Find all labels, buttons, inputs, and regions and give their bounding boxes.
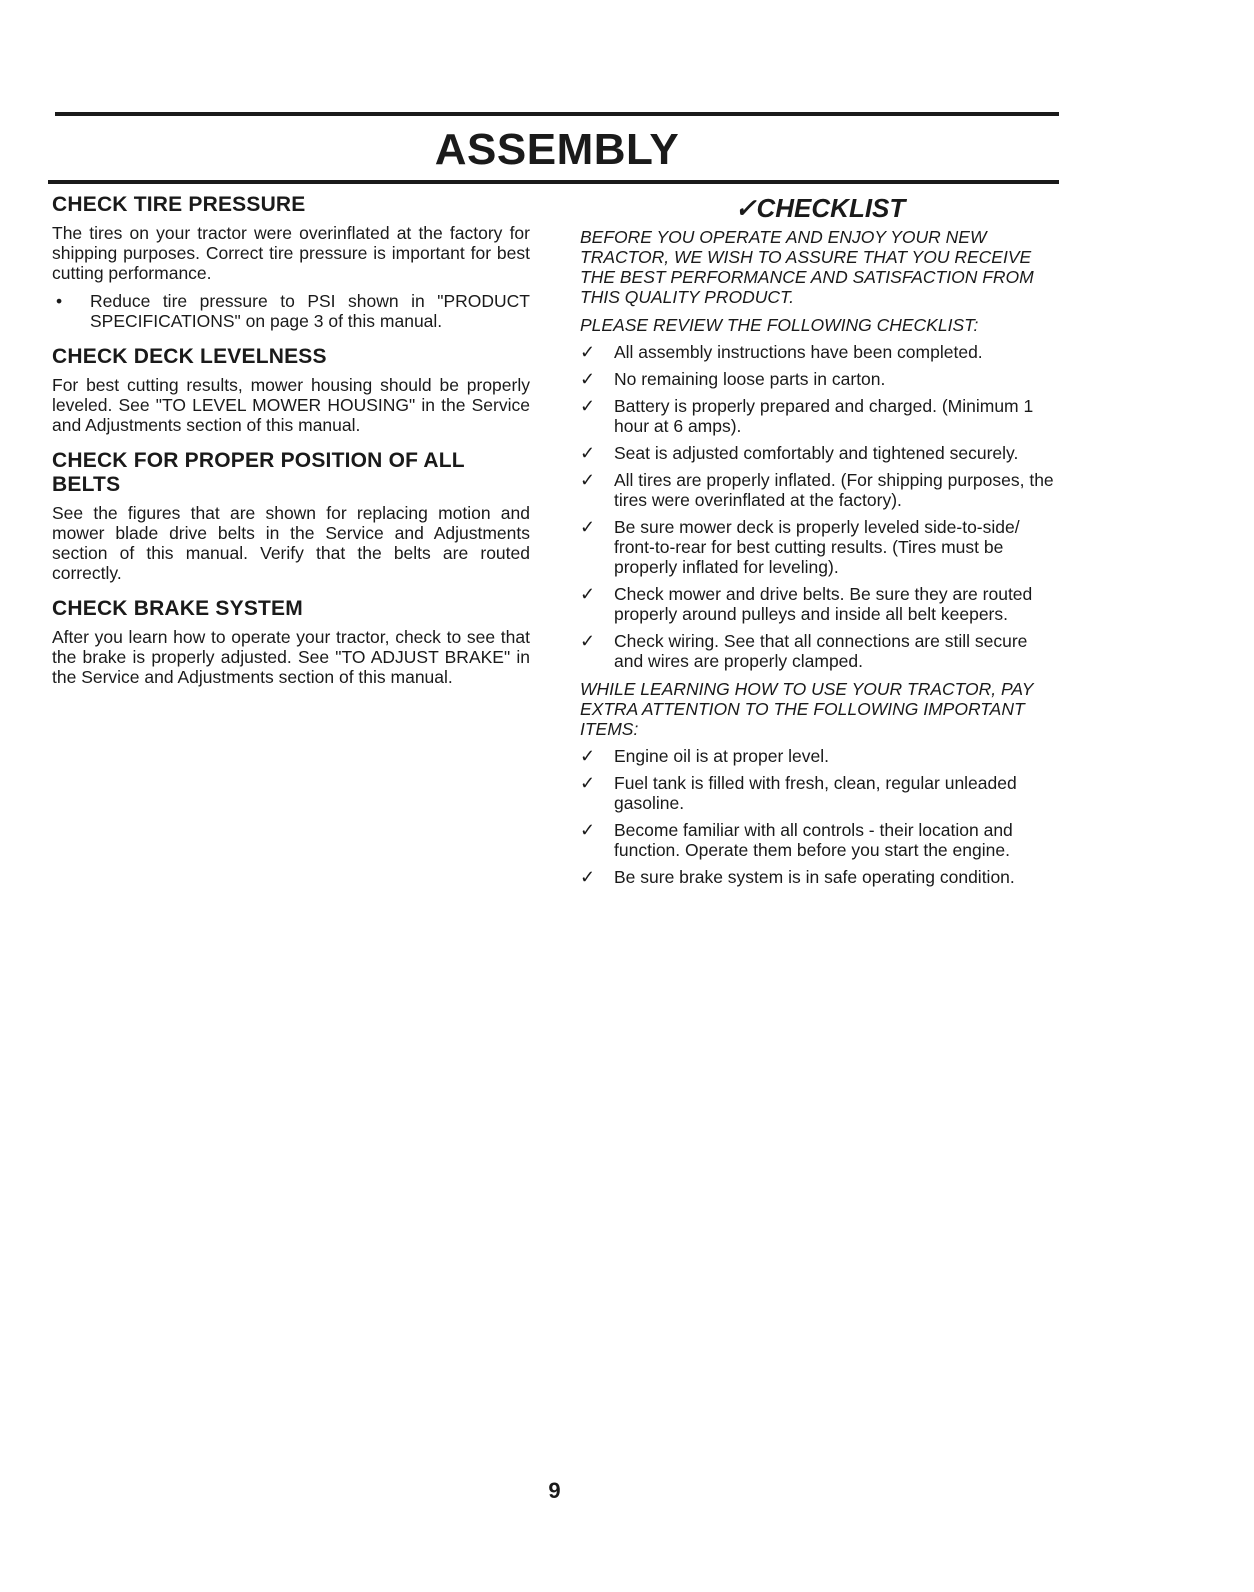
checklist-item-text: Fuel tank is filled with fresh, clean, regular unleaded gasoline. bbox=[614, 773, 1017, 813]
section-heading: CHECK TIRE PRESSURE bbox=[52, 193, 306, 216]
page-title: ASSEMBLY bbox=[434, 125, 680, 174]
bullet-item bbox=[52, 291, 530, 331]
left-column bbox=[52, 193, 530, 701]
check-mark-icon: ✓ bbox=[580, 342, 596, 362]
section-body: After you learn how to operate your tractor, check to see that the brake is properly adjusted. See "TO ADJUST BRAKE" in the Service and Adjustments section of this manual. bbox=[52, 627, 530, 687]
section-heading: CHECK BRAKE SYSTEM bbox=[52, 597, 303, 620]
section-brake bbox=[52, 597, 530, 687]
page-number: 9 bbox=[548, 1478, 561, 1503]
checklist-items bbox=[580, 342, 1060, 671]
section-deck-levelness bbox=[52, 345, 530, 435]
checklist-item-text: Seat is adjusted comfortably and tightened securely. bbox=[614, 443, 1019, 463]
check-mark-icon: ✓ bbox=[580, 443, 596, 463]
checklist-while-label: WHILE LEARNING HOW TO USE YOUR TRACTOR, PAY EXTRA ATTENTION TO THE FOLLOWING IMPORTANT ITEMS: bbox=[580, 679, 1034, 739]
checklist-item bbox=[580, 342, 1060, 362]
section-heading: CHECK DECK LEVELNESS bbox=[52, 345, 327, 368]
checklist-item bbox=[580, 773, 1060, 813]
checklist-item-text: Be sure mower deck is properly leveled side-to-side/ front-to-rear for best cutting results. (Tires must be properly inflated for leveling). bbox=[614, 517, 1020, 577]
header-rule-bottom bbox=[48, 180, 1059, 184]
section-body: The tires on your tractor were overinflated at the factory for shipping purposes. Correct tire pressure is important for best cutting performance. bbox=[52, 223, 530, 283]
checklist-item bbox=[580, 369, 1060, 389]
checklist-item bbox=[580, 517, 1060, 577]
checklist-item bbox=[580, 820, 1060, 860]
section-body: See the figures that are shown for replacing motion and mower blade drive belts in the Service and Adjustments section of this manual. Verify that the belts are routed correctly. bbox=[52, 503, 530, 583]
checklist-title: ✓CHECKLIST bbox=[734, 193, 906, 223]
checklist-important-items bbox=[580, 746, 1060, 887]
check-mark-icon: ✓ bbox=[580, 517, 596, 537]
checklist-item bbox=[580, 584, 1060, 624]
checklist-review-label: PLEASE REVIEW THE FOLLOWING CHECKLIST: bbox=[580, 315, 979, 335]
check-mark-icon: ✓ bbox=[580, 746, 596, 766]
check-mark-icon: ✓ bbox=[580, 369, 596, 389]
checklist-item-text: Battery is properly prepared and charged. (Minimum 1 hour at 6 amps). bbox=[614, 396, 1034, 436]
checklist-item bbox=[580, 867, 1060, 887]
checklist-item-text: Engine oil is at proper level. bbox=[614, 746, 829, 766]
check-mark-icon: ✓ bbox=[580, 773, 596, 793]
check-mark-icon: ✓ bbox=[580, 631, 596, 651]
checklist-item bbox=[580, 746, 1060, 766]
header-rule-top bbox=[55, 112, 1059, 116]
section-tire-pressure bbox=[52, 193, 530, 331]
checklist-item bbox=[580, 470, 1060, 510]
check-mark-icon: ✓ bbox=[580, 396, 596, 416]
checklist-item bbox=[580, 631, 1060, 671]
checklist-intro: BEFORE YOU OPERATE AND ENJOY YOUR NEW TRACTOR, WE WISH TO ASSURE THAT YOU RECEIVE THE BEST PERFORMANCE AND SATISFACTION FROM THIS QUALITY PRODUCT. bbox=[580, 227, 1034, 307]
check-mark-icon: ✓ bbox=[580, 584, 596, 604]
bullet-dot-icon: • bbox=[56, 291, 63, 311]
checklist-item-text: Check wiring. See that all connections are still secure and wires are properly clamped. bbox=[614, 631, 1028, 671]
right-column bbox=[580, 193, 1060, 887]
checklist-item-text: Be sure brake system is in safe operating condition. bbox=[614, 867, 1015, 887]
bullet-text: Reduce tire pressure to PSI shown in "PRODUCT SPECIFICATIONS" on page 3 of this manual. bbox=[90, 291, 530, 331]
section-heading: CHECK FOR PROPER POSITION OF ALL BELTS bbox=[52, 449, 465, 496]
checklist-item bbox=[580, 396, 1060, 436]
check-mark-icon: ✓ bbox=[580, 820, 596, 840]
checklist-item-text: All tires are properly inflated. (For shipping purposes, the tires were overinflated at the factory). bbox=[614, 470, 1054, 510]
checklist-item-text: Become familiar with all controls - their location and function. Operate them before you start the engine. bbox=[614, 820, 1013, 860]
checklist-item-text: No remaining loose parts in carton. bbox=[614, 369, 886, 389]
section-belts bbox=[52, 449, 530, 583]
check-mark-icon: ✓ bbox=[580, 470, 596, 490]
section-body: For best cutting results, mower housing should be properly leveled. See "TO LEVEL MOWER HOUSING" in the Service and Adjustments section of this manual. bbox=[52, 375, 530, 435]
checklist-item bbox=[580, 443, 1060, 463]
checklist-item-text: All assembly instructions have been completed. bbox=[614, 342, 983, 362]
checklist-item-text: Check mower and drive belts. Be sure they are routed properly around pulleys and inside all belt keepers. bbox=[614, 584, 1033, 624]
check-mark-icon: ✓ bbox=[580, 867, 596, 887]
